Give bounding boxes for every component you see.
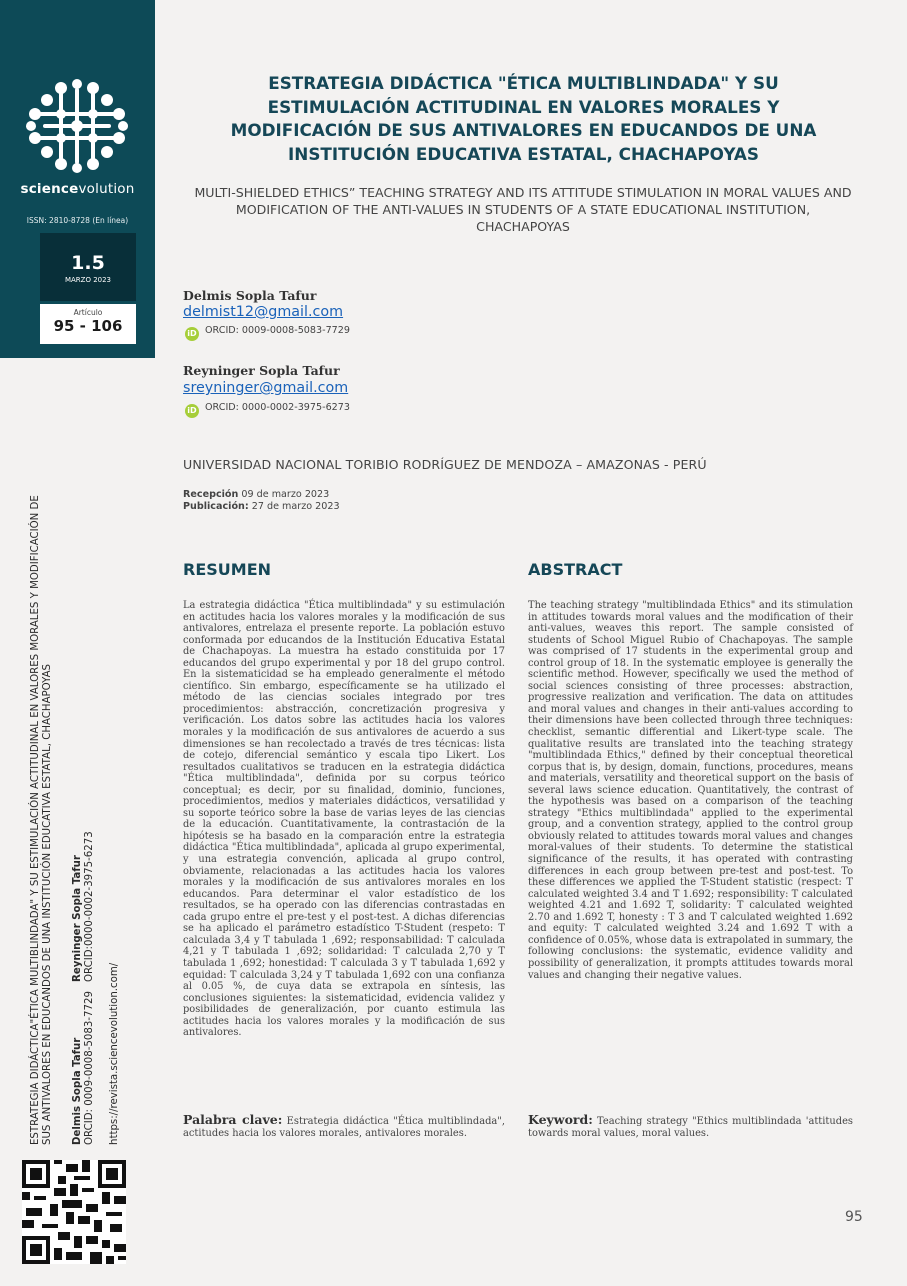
journal-logo-icon	[25, 78, 129, 174]
article-title-es: ESTRATEGIA DIDÁCTICA "ÉTICA MULTIBLINDADA" Y SU ESTIMULACIÓN ACTITUDINAL EN VALORES MORALES Y MODIFICACIÓN DE SUS ANTIVALORES EN EDUCANDOS DE UNA INSTITUCIÓN EDUCATIVA ESTATAL, CHACHAPOYAS	[230, 73, 817, 164]
resumen-heading: RESUMEN	[183, 560, 272, 579]
article-label: Artículo	[73, 308, 103, 317]
abstract-heading: ABSTRACT	[528, 560, 623, 579]
abstract-keywords: Keyword: Teaching strategy "Ethics multiblindada 'attitudes towards moral values, moral values.	[528, 1112, 853, 1139]
qr-code-icon[interactable]	[22, 1160, 126, 1264]
volume-box	[40, 233, 136, 301]
author-2-email[interactable]: sreyninger@gmail.com	[183, 380, 349, 396]
dates: Recepción 09 de marzo 2023 Publicación: 27 de marzo 2023	[183, 489, 340, 512]
journal-url[interactable]: https://revista.sciencevolution.com/	[109, 962, 120, 1145]
orcid-icon: iD	[185, 327, 199, 341]
author-1-name: Delmis Sopla Tafur	[183, 288, 317, 303]
issue-date: MARZO 2023	[64, 276, 112, 284]
vertical-title: ESTRATEGIA DIDÁCTICA"ÉTICA MULTIBLINDADA" Y SU ESTIMULACIÓN ACTITUDINAL EN VALORES MORALES Y MODIFICACIÓN DE SUS ANTIVALORES EN EDUCANDOS DE UNA INSTITUCIÓN EDUCATIVA ESTATAL, CHACHAPOYAS	[30, 495, 54, 1145]
vertical-author-2: Reyninger Sopla Tafur ORCID:0000-0002-3975-6273	[72, 831, 96, 982]
resumen-keywords: Palabra clave: Estrategia didáctica "Ética multiblindada", actitudes hacia los valores morales, antivalores morales.	[183, 1112, 505, 1139]
page-number: 95	[845, 1209, 863, 1225]
article-title-en: MULTI-SHIELDED ETHICS” TEACHING STRATEGY AND ITS ATTITUDE STIMULATION IN MORAL VALUES AND MODIFICATION OF THE ANTI-VALUES IN STUDENTS OF A STATE EDUCATIONAL INSTITUTION, CHACHAPOYAS	[194, 185, 852, 234]
issn: ISSN: 2810-8728 (En línea)	[26, 216, 129, 225]
author-1-orcid[interactable]: iD ORCID: 0009-0008-5083-7729	[185, 325, 350, 341]
journal-brand: sciencevolution	[20, 181, 135, 197]
vertical-author-1: Delmis Sopla Tafur ORCID: 0009-0008-5083-7729	[72, 991, 96, 1145]
author-2-name: Reyninger Sopla Tafur	[183, 363, 340, 378]
affiliation: UNIVERSIDAD NACIONAL TORIBIO RODRÍGUEZ DE MENDOZA – AMAZONAS - PERÚ	[183, 457, 707, 472]
author-2-orcid[interactable]: iD ORCID: 0000-0002-3975-6273	[185, 402, 350, 418]
abstract-text: The teaching strategy "multiblindada Ethics" and its stimulation in attitudes towards moral values and the modification of their anti-values, weaves this report. The sample consisted of students of School Miguel Rubio of Chachapoyas. The sample was comprised of 17 students in the experimental group and control group of 18. In the systematic employee is generally the scientific method. However, specifically we used the method of social sciences consisting of three processes: abstraction, progressive realization and verification. The data on attitudes and moral values and changes in their anti-values according to their dimensions have been collected through three techniques: checklist, semantic differential and Likert-type scale. The qualitative results are translated into the teaching strategy "multiblindada Ethics," defined by their conceptual theoretical corpus that is, by design, domain, functions, procedures, means and materials, versatility and theoretical support on the basis of several laws science education. Quantitatively, the contrast of the hypothesis was based on a comparison of the teaching strategy "Ethics multiblindada" applied to the experimental group, and a convention strategy, applied to the control group obviously related to attitudes towards moral values and changes moral-values of their students. To determine the statistical significance of the results, it has operated with contrasting differences in each group between pre-test and post-test. To these differences we applied the T-Student statistic (respect: T calculated weighted 3.4 and T 1.692; responsibility: T calculated weighted 4.21 and 1.692 T, solidarity: T calculated weighted 2.70 and 1.692 T, honesty : T 3 and T calculated weighted 1.692 and equity: T calculated weighted 3.24 and 1.692 T with a confidence of 0.05%, whose data is extrapolated in summary, the following conclusions: the systematic, evidence validity and possibility of generalization, it prompts attitudes towards moral values and changing their negative values.	[528, 600, 853, 981]
volume-number: 1.5	[71, 252, 105, 274]
article-pages-box	[40, 304, 136, 344]
resumen-text: La estrategia didáctica "Ética multiblindada" y su estimulación en actitudes hacia los valores morales y la modificación de sus antivalores, entrelaza el presente reporte. La población estuvo conformada por educandos de la Institución Educativa Estatal de Chachapoyas. La muestra ha estado constituida por 17 educandos del grupo experimental y por 18 del grupo control. En la sistematicidad se ha empleado generalmente el método científico. Sin embargo, específicamente se ha utilizado el método de las ciencias sociales integrado por tres procedimientos: abstracción, concretización progresiva y verificación. Los datos sobre las actitudes hacia los valores morales y la modificación de sus antivalores de acuerdo a sus dimensiones se han recolectado a través de tres técnicas: lista de cotejo, diferencial semántico y escala tipo Likert. Los resultados cualitativos se traducen en la estrategia didáctica "Ética multiblindada", definida por su corpus teórico conceptual; es decir, por su finalidad, dominio, funciones, procedimientos, medios y materiales didácticos, versatilidad y su soporte teórico sobre la base de varias leyes de las ciencias de la educación. Cuantitativamente, la contrastación de la hipótesis se ha basado en la comparación entre la estrategia didáctica "Ética multiblindada", aplicada al grupo experimental, y una estrategia convención, aplicada al grupo control, obviamente, relacionadas a las actitudes hacia los valores morales y la modificación de sus antivalores morales en los educandos. Para determinar el valor estadístico de los resultados, se ha operado con las diferencias contrastadas en cada grupo entre el pre-test y el post-test. A dichas diferencias se ha aplicado el parámetro estadístico T-Student (respeto: T calculada 3,4 y T tabulada 1 ,692; responsabilidad: T calculada 4,21 y T tabulada 1 ,692; solidaridad: T calculada 2,70 y T tabulada 1 ,692; honestidad: T calculada 3 y T tabulada 1,692 y equidad: T calculada 3,24 y T tabulada 1,692 con una confianza al 0.05 %, de cuya data se extrapola en síntesis, las conclusiones siguientes: la sistematicidad, evidencia validez y posibilidades de generalización, por cuanto estimula las actitudes hacia los valores morales y la modificación de sus antivalores.	[183, 600, 505, 1039]
orcid-icon: iD	[185, 404, 199, 418]
article-pages: 95 - 106	[53, 317, 123, 335]
journal-sidebar	[0, 0, 155, 358]
author-1-email[interactable]: delmist12@gmail.com	[183, 304, 344, 320]
